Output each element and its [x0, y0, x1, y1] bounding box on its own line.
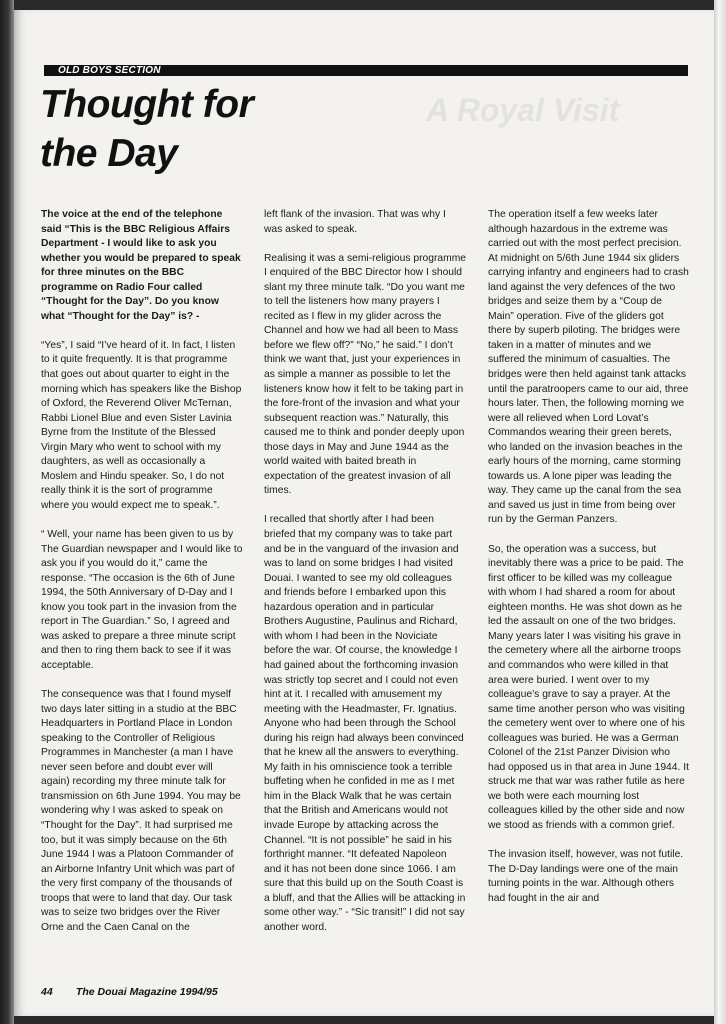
lead-paragraph: The voice at the end of the telephone said “This is the BBC Religious Affairs Department - I would like to ask you whether you would be prepared to speak for three minutes on the BBC programme on Radio Four called “Thought for the Day”. Do you know what “Thought for the Day” is? - [41, 209, 241, 322]
paragraph: The consequence was that I found myself two days later sitting in a studio at the BBC Headquarters in Portland Place in London speaking to the Controller of Religious Programmes in Manchester (a man I have never seen before and doubt ever will again) recording my three minute talk for transmission on 6th June 1994. You may be wondering why I was asked to speak on “Thought for the Day”. It had surprised me too, but it was simply because on the 6th June 1944 I was a Platoon Commander of an Airborne Infantry Unit which was part of the very first company of the thousands of troops that were to land that day. Our task was to seize two bridges over the River Orne and the Caen Canal on the [41, 689, 241, 933]
section-header-bar [44, 65, 688, 76]
paragraph: So, the operation was a success, but inevitably there was a price to be paid. The first officer to be killed was my colleague with whom I had shared a room for about eighteen months. He was shot down as he led the assault on one of the two bridges. Many years later I was visiting his grave in the cemetery where all the airborne troops and commandos who were killed in that area were buried. I went over to my colleague’s grave to say a prayer. At the same time another person who was visiting the cemetery went over to where one of his colleagues was buried. He was a German Colonel of the 21st Panzer Division who had opposed us in that area in June 1944. It struck me that war was rather futile as here we both were each mourning lost colleagues killed by the other side and now we stood as friends with a common grief. [488, 543, 689, 831]
article-title-line-1: Thought for [40, 83, 254, 126]
paragraph: “ Well, your name has been given to us by The Guardian newspaper and I would like to ask you if you would do it,” came the response. “The occasion is the 6th of June 1994, the 50th Anniversary of D-Day and I know you took part in the invasion from the report in The Guardian.” So, I agreed and was asked to prepare a three minute script and then to ring them back to see if it was acceptable. [41, 529, 243, 671]
text-column-2 [264, 208, 466, 968]
section-label: OLD BOYS SECTION [58, 65, 161, 76]
article-title [40, 80, 360, 178]
paragraph: I recalled that shortly after I had been briefed that my company was to take part and be in the vanguard of the invasion and was to land on some bridges I had visited Douai. I wanted to see my old colleagues and friends before I embarked upon this hazardous operation and in particular Brothers Augustine, Paulinus and Richard, with whom I had been in the Noviciate before the war. Of course, the knowledge I had gained about the forthcoming invasion was strictly top secret and I could not even hint at it. I recalled with amusement my meeting with the Headmaster, Fr. Ignatius. Anyone who had been through the School during his reign had always been convinced that he knew all the answers to everything. My faith in his omniscience took a terrible buffeting when he confided in me as I met him in the Black Walk that he was certain that the British and Americans would not invade Europe by attacking across the Channel. “It is not possible” he said in his forthright manner. “It defeated Napoleon and it has not been done since 1066. I am sure that this build up on the South Coast is a bluff, and that the Allies will be attacking in some other way.” - “Sic transit!” I did not say another word. [264, 514, 466, 933]
text-column-3 [488, 208, 690, 968]
show-through-heading: A Royal Visit [426, 92, 620, 128]
paragraph: The invasion itself, however, was not futile. The D-Day landings were one of the main turning points in the war. Although others had fought in the air and [488, 849, 684, 904]
paragraph: Realising it was a semi-religious programme I enquired of the BBC Director how I should slant my three minute talk. “Do you want me to tell the listeners how many prayers I recited as I flew in my glider across the Channel and how we had all been to Mass before we flew off?” “No,” he said.” I don’t think we want that, just your experiences in as simple a manner as possible to let the listeners know how it felt to be taking part in the fore-front of the invasion and what your subsequent reaction was.” Naturally, this caused me to think and ponder deeply upon those days in May and June 1944 as the world waited with baited breath in expectation of the greatest invasion of all times. [264, 252, 466, 497]
article-title-line-2: the Day [40, 132, 178, 175]
text-column-1 [41, 208, 243, 968]
book-spine-shadow [0, 0, 14, 1024]
paragraph: left flank of the invasion. That was why I was asked to speak. [264, 209, 446, 235]
page-footer [41, 986, 441, 998]
magazine-page [14, 10, 714, 1016]
paragraph: The operation itself a few weeks later although hazardous in the extreme was carried out with the most perfect precision. At midnight on 5/6th June 1944 six gliders carrying infantry and engineers had to crash land against the very defences of the two bridges and seize them by a “Coup de Main” operation. Five of the gliders got there by superb piloting. The bridges were taken in a matter of minutes and we suffered the minimum of casualties. The bridges were then held against tank attacks until the paratroopers came to our aid, three hours later. Then, the following morning we were all relieved when Lord Lovat’s Commandos wearing their green berets, who landed on the invasion beaches in the early hours of the morning, came storming towards us. A lone piper was leading the way. They came up the canal from the sea and saved us just in time from being over run by the German Panzers. [488, 209, 689, 526]
page-edge [714, 0, 726, 1024]
magazine-name: The Douai Magazine 1994/95 [75, 986, 218, 998]
page-number: 44 [41, 986, 53, 998]
paragraph: “Yes”, I said “I’ve heard of it. In fact, I listen to it quite frequently. It is that programme that goes out about quarter to eight in the morning which has speakers like the Bishop of Oxford, the Reverend Oliver McTernan, Rabbi Lionel Blue and even Sister Lavinia Byrne from the Institute of the Blessed Virgin Mary who went to school with my daughters, as well as occasionally a Moslem and Hindu speaker. So, I do not really think it is the sort of programme where you would expect me to speak.”. [41, 339, 242, 511]
